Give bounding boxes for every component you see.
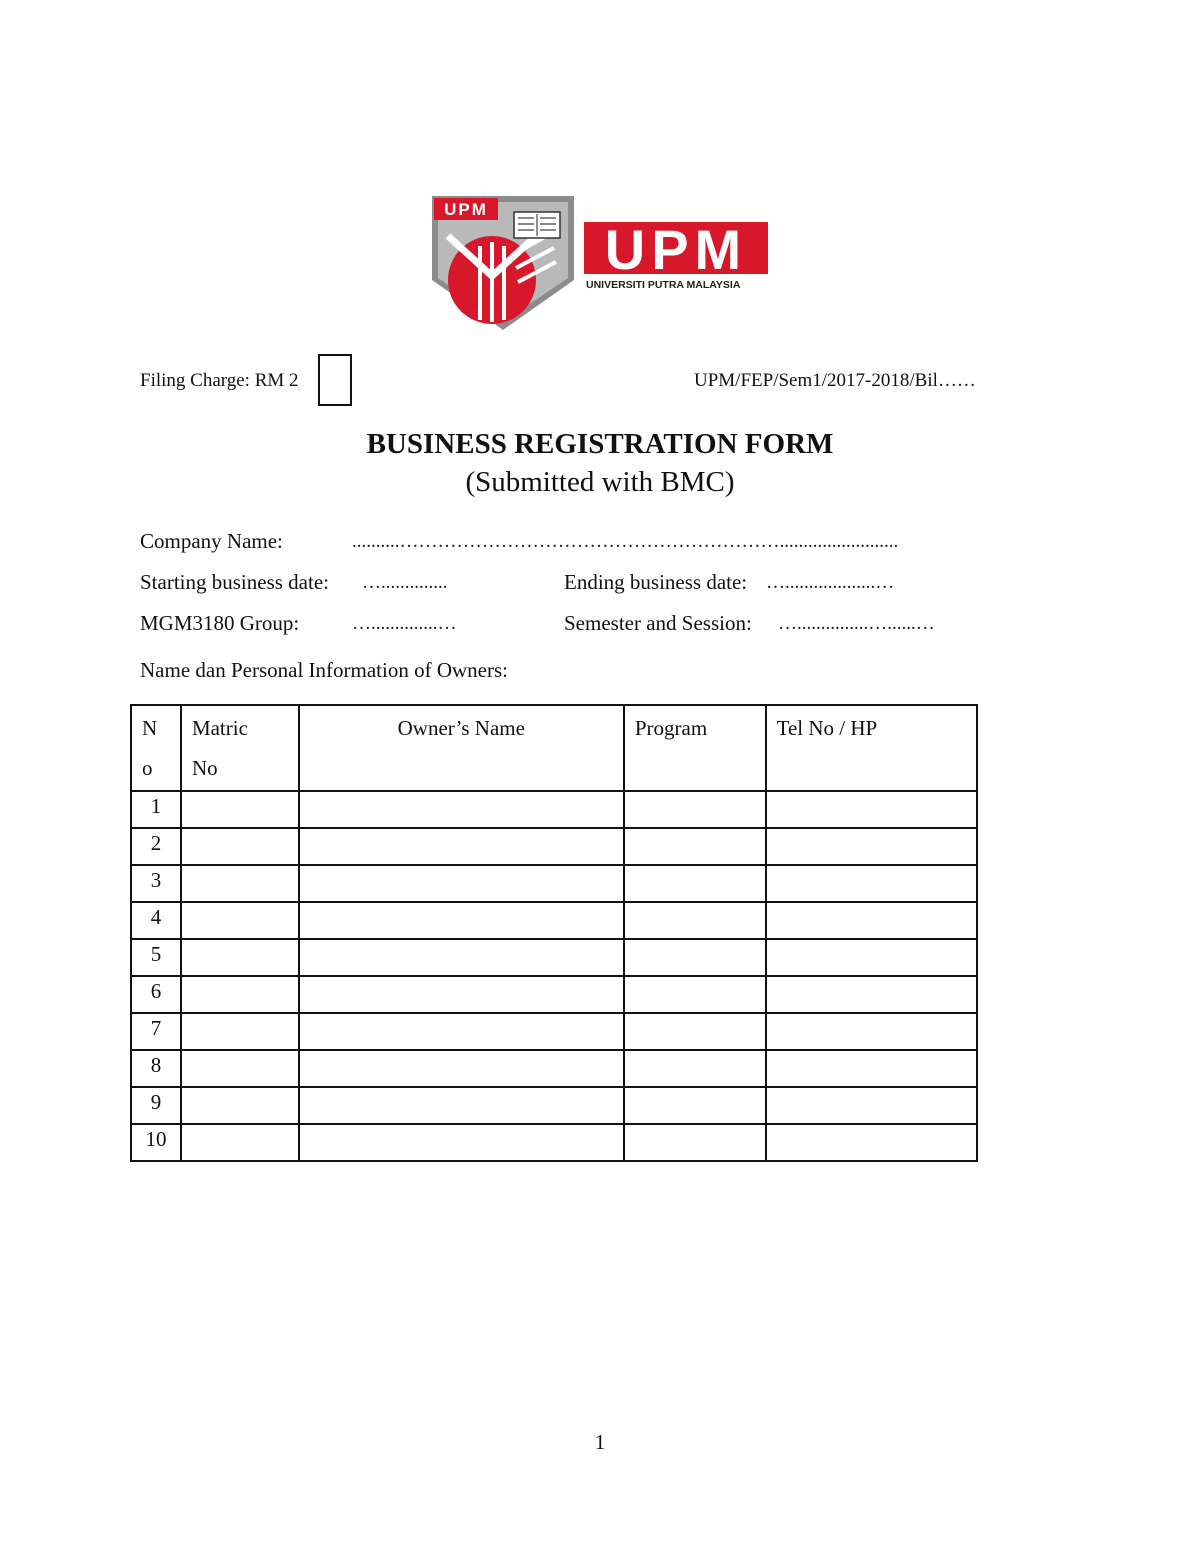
matric-cell[interactable] xyxy=(181,902,299,939)
owner-name-cell[interactable] xyxy=(299,1050,624,1087)
tel-cell[interactable] xyxy=(766,828,977,865)
tel-cell[interactable] xyxy=(766,1087,977,1124)
header-matric-line2: No xyxy=(191,756,218,780)
form-title: BUSINESS REGISTRATION FORM xyxy=(366,428,834,460)
header-tel: Tel No / HP xyxy=(766,705,977,791)
form-subtitle: (Submitted with BMC) xyxy=(465,466,735,498)
upm-wordmark xyxy=(584,222,770,294)
row-number: 7 xyxy=(131,1013,181,1050)
tel-cell[interactable] xyxy=(766,1013,977,1050)
row-number: 3 xyxy=(131,865,181,902)
table-row xyxy=(131,828,977,865)
tel-cell[interactable] xyxy=(766,1050,977,1087)
end-date-field[interactable]: …...................… xyxy=(766,572,895,593)
start-date-label: Starting business date: xyxy=(140,570,329,594)
matric-cell[interactable] xyxy=(181,791,299,828)
row-number: 5 xyxy=(131,939,181,976)
svg-text:UPM: UPM xyxy=(444,200,488,219)
upm-crest-logo xyxy=(430,192,576,332)
header-no xyxy=(131,705,181,791)
owners-table xyxy=(130,704,978,1162)
header-matric xyxy=(181,705,299,791)
semester-label: Semester and Session: xyxy=(564,611,752,635)
tel-cell[interactable] xyxy=(766,865,977,902)
matric-cell[interactable] xyxy=(181,828,299,865)
tel-cell[interactable] xyxy=(766,976,977,1013)
program-cell[interactable] xyxy=(624,976,766,1013)
program-cell[interactable] xyxy=(624,791,766,828)
header-no-line2: o xyxy=(142,756,153,780)
program-cell[interactable] xyxy=(624,865,766,902)
owner-name-cell[interactable] xyxy=(299,1087,624,1124)
company-name-field[interactable]: ..........……………………………………………………......................... xyxy=(352,531,899,552)
group-label: MGM3180 Group: xyxy=(140,611,300,635)
program-cell[interactable] xyxy=(624,1124,766,1161)
reference-number: UPM/FEP/Sem1/2017-2018/Bil…… xyxy=(694,370,976,391)
table-row xyxy=(131,791,977,828)
filing-charge: Filing Charge: RM 2 xyxy=(140,370,299,391)
program-cell[interactable] xyxy=(624,828,766,865)
program-cell[interactable] xyxy=(624,1013,766,1050)
row-number: 9 xyxy=(131,1087,181,1124)
program-cell[interactable] xyxy=(624,939,766,976)
company-name-label: Company Name: xyxy=(140,529,283,553)
program-cell[interactable] xyxy=(624,902,766,939)
owner-name-cell[interactable] xyxy=(299,791,624,828)
tel-cell[interactable] xyxy=(766,902,977,939)
start-date-field[interactable]: ….............. xyxy=(362,572,448,593)
table-row xyxy=(131,902,977,939)
matric-cell[interactable] xyxy=(181,939,299,976)
table-row xyxy=(131,865,977,902)
row-number: 6 xyxy=(131,976,181,1013)
owner-name-cell[interactable] xyxy=(299,865,624,902)
tel-cell[interactable] xyxy=(766,939,977,976)
row-number: 8 xyxy=(131,1050,181,1087)
semester-field[interactable]: …...............…......… xyxy=(778,613,935,634)
owner-name-cell[interactable] xyxy=(299,1013,624,1050)
matric-cell[interactable] xyxy=(181,1013,299,1050)
group-field[interactable]: …..............… xyxy=(352,613,457,634)
header-owner-name: Owner’s Name xyxy=(299,705,624,791)
table-row xyxy=(131,1013,977,1050)
filing-charge-checkbox[interactable] xyxy=(318,354,352,406)
svg-text:UPM: UPM xyxy=(604,222,748,281)
tel-cell[interactable] xyxy=(766,1124,977,1161)
tel-cell[interactable] xyxy=(766,791,977,828)
table-row xyxy=(131,1050,977,1087)
row-number: 4 xyxy=(131,902,181,939)
table-header-row xyxy=(131,705,977,791)
table-row xyxy=(131,1087,977,1124)
matric-cell[interactable] xyxy=(181,865,299,902)
end-date-label: Ending business date: xyxy=(564,570,748,594)
row-number: 1 xyxy=(131,791,181,828)
matric-cell[interactable] xyxy=(181,976,299,1013)
svg-text:UNIVERSITI PUTRA MALAYSIA: UNIVERSITI PUTRA MALAYSIA xyxy=(586,279,741,291)
program-cell[interactable] xyxy=(624,1050,766,1087)
header-no-line1: N xyxy=(142,716,158,740)
table-row xyxy=(131,939,977,976)
owner-name-cell[interactable] xyxy=(299,902,624,939)
table-row xyxy=(131,1124,977,1161)
table-row xyxy=(131,976,977,1013)
row-number: 2 xyxy=(131,828,181,865)
header-matric-line1: Matric xyxy=(191,716,248,740)
owners-heading: Name dan Personal Information of Owners: xyxy=(140,658,508,682)
owner-name-cell[interactable] xyxy=(299,828,624,865)
matric-cell[interactable] xyxy=(181,1124,299,1161)
header-program: Program xyxy=(624,705,766,791)
owner-name-cell[interactable] xyxy=(299,976,624,1013)
matric-cell[interactable] xyxy=(181,1087,299,1124)
matric-cell[interactable] xyxy=(181,1050,299,1087)
row-number: 10 xyxy=(131,1124,181,1161)
owner-name-cell[interactable] xyxy=(299,1124,624,1161)
page-number: 1 xyxy=(594,1430,606,1454)
program-cell[interactable] xyxy=(624,1087,766,1124)
owner-name-cell[interactable] xyxy=(299,939,624,976)
